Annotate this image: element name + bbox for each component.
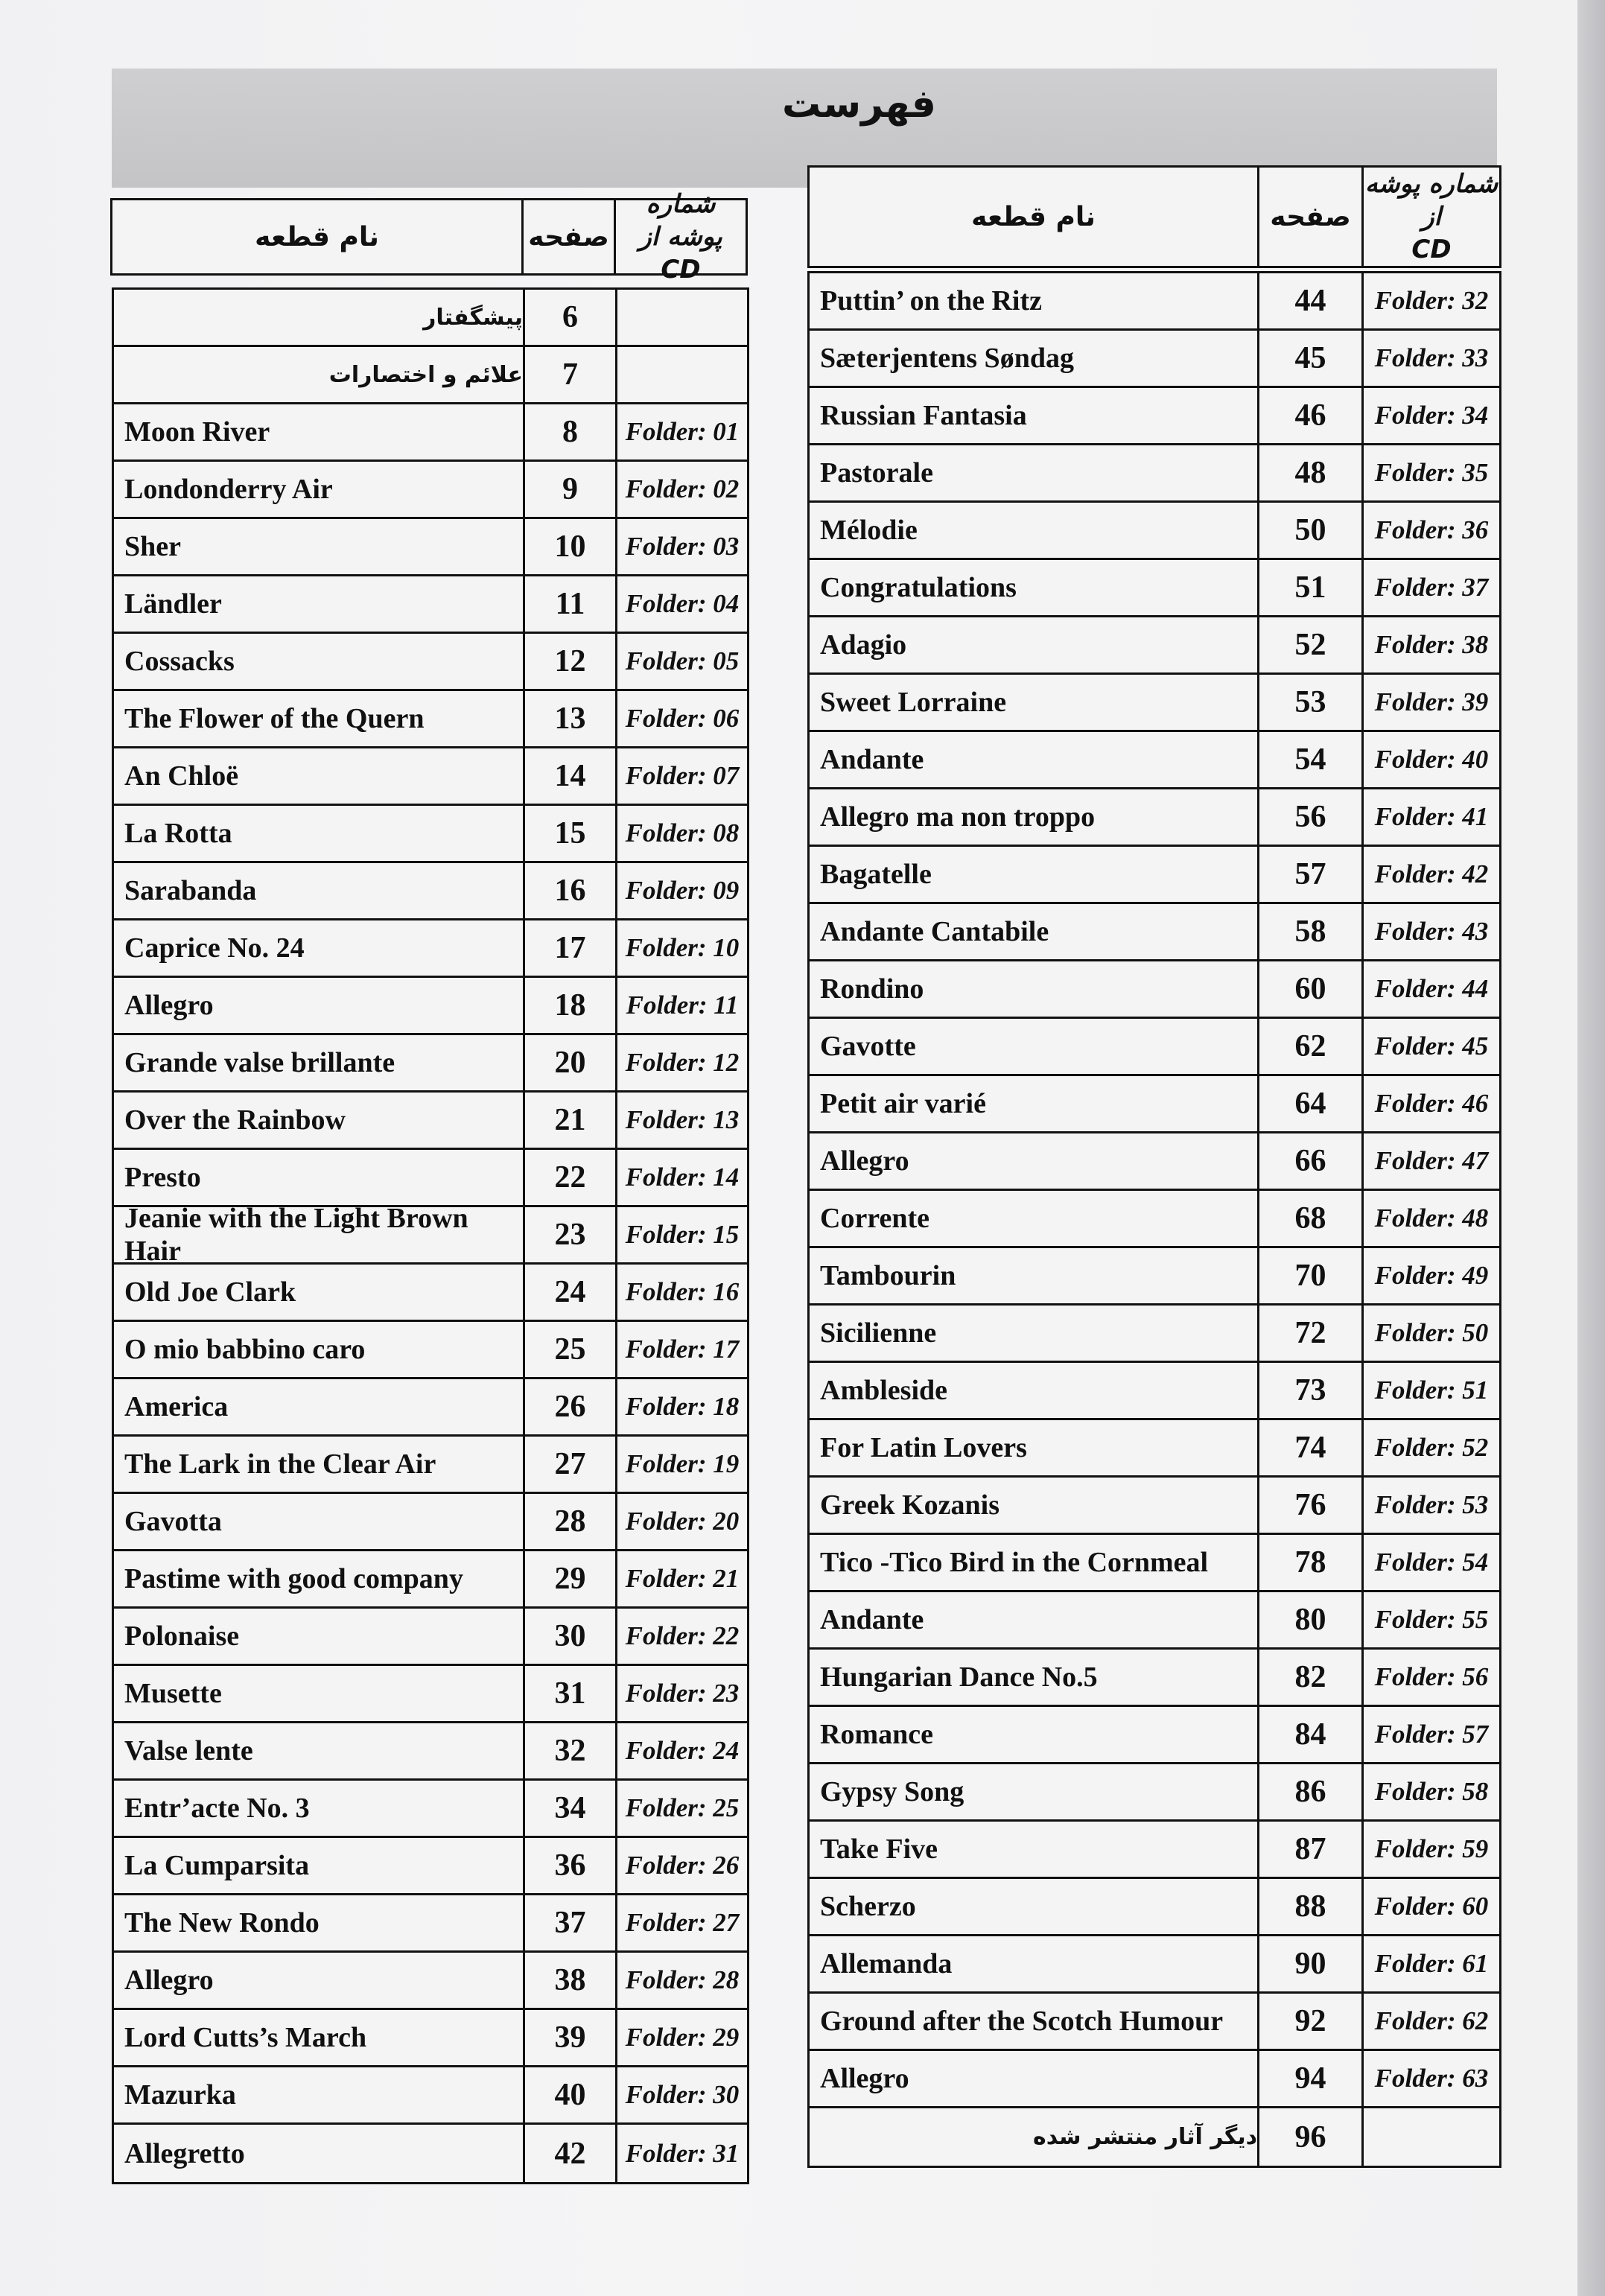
table-row bbox=[114, 1093, 747, 1150]
table-row bbox=[810, 1707, 1499, 1764]
piece-name: Andante bbox=[810, 1592, 1259, 1647]
page-number: 7 bbox=[525, 347, 617, 402]
piece-name: Scherzo bbox=[810, 1879, 1259, 1934]
table-row bbox=[810, 1478, 1499, 1535]
right-contents-table bbox=[807, 271, 1501, 2168]
page-number: 36 bbox=[525, 1838, 617, 1893]
piece-name: Bagatelle bbox=[810, 847, 1259, 902]
table-row bbox=[114, 748, 747, 806]
cd-folder: Folder: 49 bbox=[1374, 1261, 1489, 1290]
page-number: 73 bbox=[1259, 1363, 1364, 1418]
page-number: 48 bbox=[1259, 445, 1364, 500]
table-row bbox=[810, 1306, 1499, 1363]
page-number: 14 bbox=[525, 748, 617, 804]
piece-name: Grande valse brillante bbox=[114, 1035, 525, 1090]
page-number: 72 bbox=[1259, 1306, 1364, 1361]
piece-name: Petit air varié bbox=[810, 1076, 1259, 1131]
piece-name: Pastime with good company bbox=[114, 1551, 525, 1606]
page-number: 26 bbox=[525, 1379, 617, 1434]
cd-folder: Folder: 63 bbox=[1374, 2064, 1489, 2093]
page-number: 6 bbox=[525, 290, 617, 345]
page-number: 90 bbox=[1259, 1936, 1364, 1991]
table-row bbox=[810, 445, 1499, 503]
page-number: 34 bbox=[525, 1781, 617, 1836]
page-number: 18 bbox=[525, 978, 617, 1033]
table-row bbox=[810, 2108, 1499, 2166]
piece-name: Moon River bbox=[114, 404, 525, 459]
table-row bbox=[114, 576, 747, 634]
cd-folder: Folder: 15 bbox=[625, 1220, 740, 1249]
page-number: 62 bbox=[1259, 1019, 1364, 1074]
page-number: 82 bbox=[1259, 1650, 1364, 1705]
piece-name: Sher bbox=[114, 519, 525, 574]
left-table-header bbox=[110, 189, 748, 284]
page-number: 86 bbox=[1259, 1764, 1364, 1819]
table-row bbox=[810, 789, 1499, 847]
header-name: نام قطعه bbox=[810, 168, 1259, 266]
piece-name: The Lark in the Clear Air bbox=[114, 1437, 525, 1492]
cd-folder: Folder: 16 bbox=[625, 1277, 740, 1306]
page-number: 12 bbox=[525, 634, 617, 689]
page-title: فهرست bbox=[782, 82, 936, 127]
page-number: 64 bbox=[1259, 1076, 1364, 1131]
page-number: 60 bbox=[1259, 961, 1364, 1017]
piece-name: Andante bbox=[810, 732, 1259, 787]
cd-folder: Folder: 32 bbox=[1374, 286, 1489, 315]
header-folder-line2: CD bbox=[1411, 235, 1452, 264]
table-row bbox=[810, 388, 1499, 445]
table-row bbox=[114, 290, 747, 347]
table-row bbox=[114, 347, 747, 404]
piece-name: Presto bbox=[114, 1150, 525, 1205]
table-row bbox=[114, 1035, 747, 1093]
cd-folder: Folder: 01 bbox=[625, 417, 740, 446]
table-row bbox=[810, 1650, 1499, 1707]
cd-folder: Folder: 59 bbox=[1374, 1834, 1489, 1863]
page-number: 88 bbox=[1259, 1879, 1364, 1934]
piece-name: Andante Cantabile bbox=[810, 904, 1259, 959]
table-row bbox=[810, 617, 1499, 675]
piece-name: Pastorale bbox=[810, 445, 1259, 500]
cd-folder: Folder: 43 bbox=[1374, 917, 1489, 946]
table-row bbox=[114, 1494, 747, 1551]
cd-folder: Folder: 60 bbox=[1374, 1892, 1489, 1921]
table-row bbox=[810, 1363, 1499, 1420]
cd-folder: Folder: 48 bbox=[1374, 1203, 1489, 1233]
cd-folder: Folder: 26 bbox=[625, 1851, 740, 1880]
piece-name: Adagio bbox=[810, 617, 1259, 672]
cd-folder: Folder: 12 bbox=[625, 1048, 740, 1077]
page-number: 8 bbox=[525, 404, 617, 459]
table-row bbox=[114, 1609, 747, 1666]
page-number: 52 bbox=[1259, 617, 1364, 672]
cd-folder: Folder: 09 bbox=[625, 876, 740, 905]
piece-name: Allegro bbox=[810, 1133, 1259, 1189]
header-folder-line2: CD bbox=[661, 255, 701, 284]
piece-name: The New Rondo bbox=[114, 1895, 525, 1950]
page-number: 42 bbox=[525, 2125, 617, 2182]
table-row bbox=[810, 503, 1499, 560]
table-row bbox=[810, 1879, 1499, 1936]
piece-name: Russian Fantasia bbox=[810, 388, 1259, 443]
cd-folder: Folder: 45 bbox=[1374, 1031, 1489, 1060]
cd-folder: Folder: 23 bbox=[625, 1679, 740, 1708]
header-name: نام قطعه bbox=[112, 200, 524, 273]
table-row bbox=[114, 1723, 747, 1781]
cd-folder: Folder: 57 bbox=[1374, 1720, 1489, 1749]
cd-folder: Folder: 07 bbox=[625, 761, 740, 790]
cd-folder: Folder: 58 bbox=[1374, 1777, 1489, 1806]
table-row bbox=[114, 1953, 747, 2010]
page-number: 70 bbox=[1259, 1248, 1364, 1303]
page-number: 21 bbox=[525, 1093, 617, 1148]
table-row bbox=[810, 675, 1499, 732]
cd-folder: Folder: 28 bbox=[625, 1965, 740, 1994]
cd-folder: Folder: 18 bbox=[625, 1392, 740, 1421]
page-number: 39 bbox=[525, 2010, 617, 2065]
piece-name: For Latin Lovers bbox=[810, 1420, 1259, 1475]
page-number: 84 bbox=[1259, 1707, 1364, 1762]
piece-name: Jeanie with the Light Brown Hair bbox=[114, 1207, 525, 1262]
cd-folder: Folder: 35 bbox=[1374, 458, 1489, 487]
table-row bbox=[810, 560, 1499, 617]
cd-folder: Folder: 39 bbox=[1374, 687, 1489, 716]
cd-folder: Folder: 10 bbox=[625, 933, 740, 962]
table-row bbox=[114, 691, 747, 748]
page-number: 50 bbox=[1259, 503, 1364, 558]
piece-name: Puttin’ on the Ritz bbox=[810, 273, 1259, 328]
page-number: 27 bbox=[525, 1437, 617, 1492]
page-number: 13 bbox=[525, 691, 617, 746]
table-row bbox=[810, 273, 1499, 331]
table-row bbox=[114, 1437, 747, 1494]
header-folder-line1: شماره پوشه از bbox=[639, 189, 722, 252]
piece-name: Gavotta bbox=[114, 1494, 525, 1549]
cd-folder: Folder: 41 bbox=[1374, 802, 1489, 831]
piece-name: Old Joe Clark bbox=[114, 1265, 525, 1320]
page-number: 44 bbox=[1259, 273, 1364, 328]
piece-name: Entr’acte No. 3 bbox=[114, 1781, 525, 1836]
page-number: 80 bbox=[1259, 1592, 1364, 1647]
table-row bbox=[810, 1133, 1499, 1191]
piece-name: Congratulations bbox=[810, 560, 1259, 615]
header-page: صفحه bbox=[524, 200, 616, 273]
cd-folder: Folder: 04 bbox=[625, 589, 740, 618]
header-folder-line1: شماره پوشه از bbox=[1364, 169, 1498, 232]
piece-name: Gypsy Song bbox=[810, 1764, 1259, 1819]
cd-folder: Folder: 38 bbox=[1374, 630, 1489, 659]
table-row bbox=[810, 1191, 1499, 1248]
piece-name: Sicilienne bbox=[810, 1306, 1259, 1361]
table-row bbox=[810, 904, 1499, 961]
table-row bbox=[810, 961, 1499, 1019]
piece-name: Londonderry Air bbox=[114, 462, 525, 517]
table-row bbox=[114, 978, 747, 1035]
cd-folder: Folder: 37 bbox=[1374, 573, 1489, 602]
table-row bbox=[114, 863, 747, 920]
cd-folder: Folder: 20 bbox=[625, 1507, 740, 1536]
page-number: 25 bbox=[525, 1322, 617, 1377]
cd-folder: Folder: 02 bbox=[625, 474, 740, 503]
cd-folder: Folder: 36 bbox=[1374, 515, 1489, 544]
table-row bbox=[810, 1019, 1499, 1076]
piece-name: Ambleside bbox=[810, 1363, 1259, 1418]
cd-folder: Folder: 46 bbox=[1374, 1089, 1489, 1118]
cd-folder: Folder: 52 bbox=[1374, 1433, 1489, 1462]
piece-name: Romance bbox=[810, 1707, 1259, 1762]
page-number: 20 bbox=[525, 1035, 617, 1090]
piece-name: Mazurka bbox=[114, 2067, 525, 2122]
piece-name: Take Five bbox=[810, 1822, 1259, 1877]
header-folder bbox=[1364, 168, 1499, 266]
cd-folder: Folder: 03 bbox=[625, 532, 740, 561]
piece-name: Sarabanda bbox=[114, 863, 525, 918]
cd-folder: Folder: 29 bbox=[625, 2023, 740, 2052]
header-folder bbox=[616, 189, 746, 284]
cd-folder: Folder: 47 bbox=[1374, 1146, 1489, 1175]
cd-folder: Folder: 25 bbox=[625, 1793, 740, 1822]
table-row bbox=[114, 1322, 747, 1379]
table-row bbox=[114, 1150, 747, 1207]
page-number: 66 bbox=[1259, 1133, 1364, 1189]
cd-folder: Folder: 22 bbox=[625, 1621, 740, 1650]
piece-name: Corrente bbox=[810, 1191, 1259, 1246]
table-row bbox=[114, 2010, 747, 2067]
page-number: 10 bbox=[525, 519, 617, 574]
table-row bbox=[114, 920, 747, 978]
piece-name: Rondino bbox=[810, 961, 1259, 1017]
cd-folder: Folder: 34 bbox=[1374, 401, 1489, 430]
cd-folder: Folder: 56 bbox=[1374, 1662, 1489, 1691]
piece-name: Tambourin bbox=[810, 1248, 1259, 1303]
page-number: 29 bbox=[525, 1551, 617, 1606]
cd-folder: Folder: 50 bbox=[1374, 1318, 1489, 1347]
piece-name: Allegro bbox=[114, 1953, 525, 2008]
piece-name: پیشگفتار bbox=[114, 290, 525, 345]
piece-name: Allegro bbox=[810, 2051, 1259, 2106]
page-number: 37 bbox=[525, 1895, 617, 1950]
page-number: 58 bbox=[1259, 904, 1364, 959]
cd-folder: Folder: 61 bbox=[1374, 1949, 1489, 1978]
page-number: 30 bbox=[525, 1609, 617, 1664]
cd-folder: Folder: 08 bbox=[625, 818, 740, 848]
cd-folder: Folder: 11 bbox=[626, 990, 739, 1020]
piece-name: Gavotte bbox=[810, 1019, 1259, 1074]
page-number: 28 bbox=[525, 1494, 617, 1549]
piece-name: Greek Kozanis bbox=[810, 1478, 1259, 1533]
page-number: 94 bbox=[1259, 2051, 1364, 2106]
table-row bbox=[114, 1838, 747, 1895]
page-number: 74 bbox=[1259, 1420, 1364, 1475]
cd-folder: Folder: 19 bbox=[625, 1449, 740, 1478]
table-row bbox=[114, 1551, 747, 1609]
page-number: 23 bbox=[525, 1207, 617, 1262]
piece-name: La Rotta bbox=[114, 806, 525, 861]
piece-name: The Flower of the Quern bbox=[114, 691, 525, 746]
piece-name: Sweet Lorraine bbox=[810, 675, 1259, 730]
cd-folder: Folder: 21 bbox=[625, 1564, 740, 1593]
piece-name: Over the Rainbow bbox=[114, 1093, 525, 1148]
page-number: 17 bbox=[525, 920, 617, 976]
cd-folder: Folder: 51 bbox=[1374, 1376, 1489, 1405]
table-row bbox=[114, 1666, 747, 1723]
piece-name: America bbox=[114, 1379, 525, 1434]
table-row bbox=[114, 634, 747, 691]
piece-name: Allemanda bbox=[810, 1936, 1259, 1991]
cd-folder: Folder: 27 bbox=[625, 1908, 740, 1937]
table-row bbox=[810, 1936, 1499, 1994]
table-row bbox=[114, 1379, 747, 1437]
piece-name: Valse lente bbox=[114, 1723, 525, 1778]
cd-folder: Folder: 62 bbox=[1374, 2006, 1489, 2035]
piece-name: Polonaise bbox=[114, 1609, 525, 1664]
table-row bbox=[114, 519, 747, 576]
piece-name: Mélodie bbox=[810, 503, 1259, 558]
header-page: صفحه bbox=[1259, 168, 1364, 266]
table-row bbox=[114, 1781, 747, 1838]
page-number: 15 bbox=[525, 806, 617, 861]
table-row bbox=[114, 806, 747, 863]
table-row bbox=[810, 1535, 1499, 1592]
piece-name: O mio babbino caro bbox=[114, 1322, 525, 1377]
cd-folder: Folder: 53 bbox=[1374, 1490, 1489, 1519]
page-number: 11 bbox=[525, 576, 617, 632]
cd-folder: Folder: 06 bbox=[625, 704, 740, 733]
page-number: 31 bbox=[525, 1666, 617, 1721]
page-number: 56 bbox=[1259, 789, 1364, 845]
right-table-header bbox=[807, 165, 1501, 268]
page-number: 92 bbox=[1259, 1994, 1364, 2049]
piece-name: Caprice No. 24 bbox=[114, 920, 525, 976]
cd-folder bbox=[617, 347, 747, 402]
page-number: 45 bbox=[1259, 331, 1364, 386]
table-row bbox=[810, 1764, 1499, 1822]
piece-name: La Cumparsita bbox=[114, 1838, 525, 1893]
piece-name: Cossacks bbox=[114, 634, 525, 689]
table-row bbox=[810, 1420, 1499, 1478]
table-row bbox=[114, 404, 747, 462]
table-row bbox=[810, 847, 1499, 904]
page-number: 46 bbox=[1259, 388, 1364, 443]
cd-folder: Folder: 17 bbox=[625, 1335, 740, 1364]
cd-folder: Folder: 05 bbox=[625, 646, 740, 675]
cd-folder: Folder: 30 bbox=[625, 2080, 740, 2109]
table-row bbox=[810, 331, 1499, 388]
left-contents-table bbox=[112, 287, 749, 2184]
cd-folder: Folder: 42 bbox=[1374, 859, 1489, 888]
piece-name: Ländler bbox=[114, 576, 525, 632]
cd-folder bbox=[1364, 2108, 1499, 2166]
cd-folder: Folder: 13 bbox=[625, 1105, 740, 1134]
cd-folder: Folder: 40 bbox=[1374, 745, 1489, 774]
piece-name: Musette bbox=[114, 1666, 525, 1721]
page-number: 38 bbox=[525, 1953, 617, 2008]
page-number: 68 bbox=[1259, 1191, 1364, 1246]
page-number: 16 bbox=[525, 863, 617, 918]
cd-folder: Folder: 55 bbox=[1374, 1605, 1489, 1634]
table-row bbox=[810, 2051, 1499, 2108]
piece-name: Hungarian Dance No.5 bbox=[810, 1650, 1259, 1705]
table-row bbox=[114, 2125, 747, 2182]
page-number: 24 bbox=[525, 1265, 617, 1320]
piece-name: Allegretto bbox=[114, 2125, 525, 2182]
cd-folder: Folder: 33 bbox=[1374, 343, 1489, 372]
table-row bbox=[810, 732, 1499, 789]
page-number: 53 bbox=[1259, 675, 1364, 730]
page-number: 51 bbox=[1259, 560, 1364, 615]
page-number: 78 bbox=[1259, 1535, 1364, 1590]
piece-name: Ground after the Scotch Humour bbox=[810, 1994, 1259, 2049]
cd-folder: Folder: 54 bbox=[1374, 1548, 1489, 1577]
piece-name: علائم و اختصارات bbox=[114, 347, 525, 402]
table-row bbox=[810, 1248, 1499, 1306]
page-number: 22 bbox=[525, 1150, 617, 1205]
piece-name: Sæterjentens Søndag bbox=[810, 331, 1259, 386]
table-row bbox=[810, 1076, 1499, 1133]
table-row bbox=[114, 1203, 747, 1267]
page-number: 40 bbox=[525, 2067, 617, 2122]
table-row bbox=[114, 462, 747, 519]
table-row bbox=[810, 1592, 1499, 1650]
page-number: 57 bbox=[1259, 847, 1364, 902]
cd-folder: Folder: 14 bbox=[625, 1163, 740, 1192]
piece-name: An Chloë bbox=[114, 748, 525, 804]
piece-name: Tico -Tico Bird in the Cornmeal bbox=[810, 1535, 1259, 1590]
piece-name: Lord Cutts’s March bbox=[114, 2010, 525, 2065]
page-number: 9 bbox=[525, 462, 617, 517]
table-row bbox=[810, 1822, 1499, 1879]
table-row bbox=[810, 1994, 1499, 2051]
table-row bbox=[114, 2067, 747, 2125]
piece-name: Allegro bbox=[114, 978, 525, 1033]
page-number: 96 bbox=[1259, 2108, 1364, 2166]
table-row bbox=[114, 1895, 747, 1953]
page-number: 87 bbox=[1259, 1822, 1364, 1877]
page-number: 54 bbox=[1259, 732, 1364, 787]
cd-folder: Folder: 31 bbox=[625, 2138, 740, 2168]
cd-folder: Folder: 24 bbox=[625, 1736, 740, 1765]
page-number: 32 bbox=[525, 1723, 617, 1778]
piece-name: دیگر آثار منتشر شده bbox=[810, 2108, 1259, 2166]
cd-folder bbox=[617, 290, 747, 345]
book-spine bbox=[1577, 0, 1605, 2296]
cd-folder: Folder: 44 bbox=[1374, 974, 1489, 1003]
piece-name: Allegro ma non troppo bbox=[810, 789, 1259, 845]
page-number: 76 bbox=[1259, 1478, 1364, 1533]
table-row bbox=[114, 1265, 747, 1322]
